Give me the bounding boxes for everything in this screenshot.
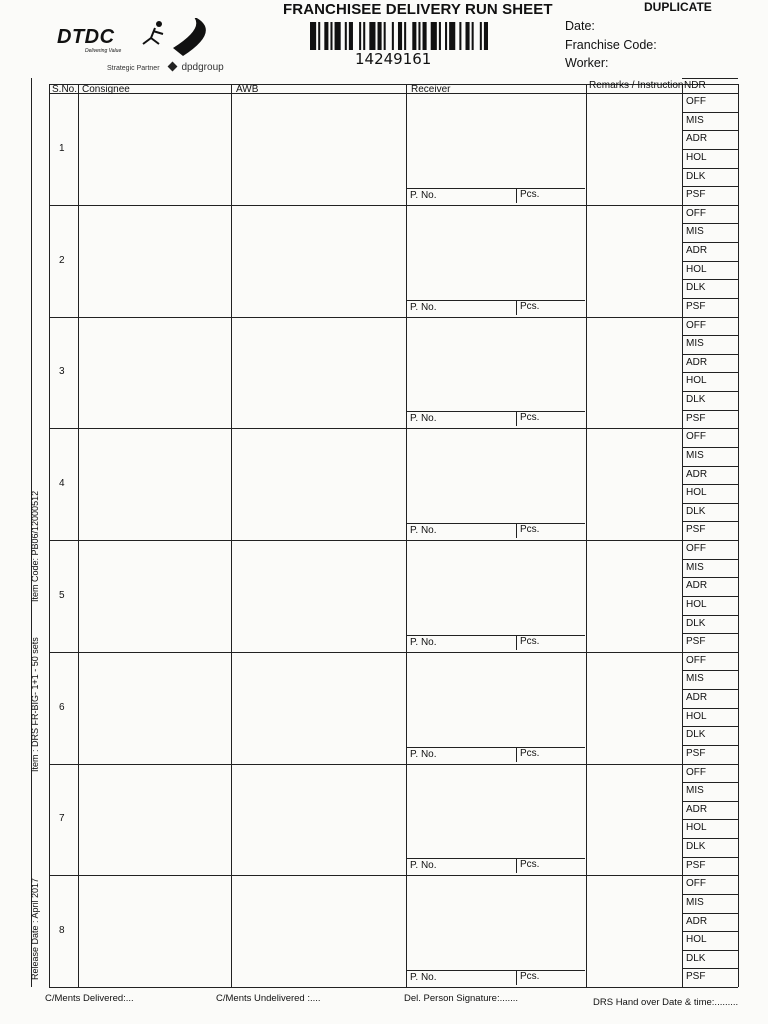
pcs-label: Pcs. [520,300,540,312]
pcs-label: Pcs. [520,412,540,424]
barcode-bar [335,22,341,50]
barcode [310,22,488,52]
ndr-code-psf: PSF [686,971,706,983]
barcode-bar [484,22,488,50]
row-line [49,764,738,765]
dtdc-logo [55,18,223,58]
pcs-label: Pcs. [520,747,540,759]
pno-label: P. No. [410,636,437,648]
row-number: 3 [59,366,65,378]
ndr-cell-line [682,913,738,914]
ndr-cell-line [682,335,738,336]
ndr-cell-line [682,261,738,262]
ndr-code-psf: PSF [686,524,706,536]
ndr-code-psf: PSF [686,412,706,424]
barcode-bar [418,22,420,50]
ndr-cell-line [682,801,738,802]
ndr-cell-line [682,782,738,783]
ndr-cell-line [682,186,738,187]
barcode-bar [465,22,469,50]
ndr-cell-line [682,968,738,969]
ndr-top-line [682,78,738,79]
barcode-bar [480,22,482,50]
row-number: 4 [59,478,65,490]
pcs-divider [516,188,517,203]
row-line [49,875,738,876]
receiver-box-line [406,747,585,748]
item-text: Item : DRS FR-BIG- 1+1 - 50 sets [30,637,40,772]
barcode-bar [384,22,386,50]
logo-tagline: Delivering Value [85,48,122,54]
ndr-cell-line [682,130,738,131]
pno-label: P. No. [410,748,437,760]
column-header: Consignee [82,84,130,95]
date-label: Date: [565,19,595,33]
barcode-bar [345,22,347,50]
row-number: 7 [59,813,65,825]
receiver-box-line [406,523,585,524]
row-line [49,652,738,653]
ndr-cell-line [682,354,738,355]
barcode-bar [310,22,316,50]
ndr-cell-line [682,503,738,504]
pno-label: P. No. [410,301,437,313]
ndr-code-off: OFF [686,878,706,890]
ndr-code-hol: HOL [686,263,707,275]
ndr-cell-line [682,577,738,578]
ndr-code-off: OFF [686,654,706,666]
ndr-code-dlk: DLK [686,282,706,294]
receiver-box-line [406,188,585,189]
franchise-code-label: Franchise Code: [565,38,657,52]
ndr-code-adr: ADR [686,133,708,145]
column-header: S.No. [52,84,78,95]
barcode-bar [359,22,361,50]
ndr-code-psf: PSF [686,189,706,201]
ndr-code-adr: ADR [686,580,708,592]
ndr-code-hol: HOL [686,934,707,946]
ndr-cell-line [682,708,738,709]
barcode-bar [398,22,402,50]
column-line [49,84,50,987]
ndr-code-dlk: DLK [686,841,706,852]
barcode-bar [412,22,416,50]
column-line [406,84,407,987]
ndr-cell-line [682,168,738,169]
ndr-cell-line [682,559,738,560]
barcode-bar [449,22,455,50]
ndr-cell-line [682,112,738,113]
ndr-code-hol: HOL [686,710,707,722]
ndr-cell-line [682,223,738,224]
ndr-code-mis: MIS [686,561,704,573]
ndr-code-mis: MIS [686,338,704,350]
barcode-bar [472,22,474,50]
receiver-box-line [406,858,585,859]
copy-label: DUPLICATE [644,0,712,14]
ndr-cell-line [682,615,738,616]
pcs-divider [516,747,517,762]
row-number: 5 [59,589,65,601]
header-bottom-line [49,93,738,94]
column-line [231,84,232,987]
ndr-cell-line [682,279,738,280]
pcs-label: Pcs. [520,859,540,871]
ndr-cell-line [682,950,738,951]
barcode-bar [324,22,328,50]
ndr-code-psf: PSF [686,300,706,312]
ndr-code-hol: HOL [686,822,707,834]
partner-text: Strategic Partner [107,65,160,72]
receiver-box-line [406,411,585,412]
ndr-code-dlk: DLK [686,505,706,517]
pcs-label: Pcs. [520,524,540,535]
dpd-cube-icon [168,62,178,72]
column-line [78,84,79,987]
ndr-cell-line [682,726,738,727]
ndr-code-off: OFF [686,543,706,554]
ndr-cell-line [682,372,738,373]
ndr-code-dlk: DLK [686,952,706,964]
ndr-code-dlk: DLK [686,170,706,182]
worker-label: Worker: [565,56,609,70]
row-number: 8 [59,925,65,937]
ments-delivered: C/Ments Delivered:... [45,993,134,1004]
receiver-box-line [406,970,585,971]
barcode-bar [445,22,447,50]
ndr-code-off: OFF [686,766,706,778]
pcs-label: Pcs. [520,188,540,200]
ndr-cell-line [682,857,738,858]
handover-field: DRS Hand over Date & time:......... [593,997,739,1008]
ndr-code-dlk: DLK [686,617,706,629]
ndr-cell-line [682,745,738,746]
ndr-code-mis: MIS [686,226,704,238]
ndr-code-off: OFF [686,207,706,219]
pno-label: P. No. [410,525,437,536]
ndr-cell-line [682,410,738,411]
ndr-code-psf: PSF [686,636,706,648]
ndr-cell-line [682,689,738,690]
ndr-code-off: OFF [686,319,706,331]
ndr-code-dlk: DLK [686,729,706,741]
ndr-cell-line [682,521,738,522]
partner-brand: dpdgroup [181,62,224,73]
ndr-code-adr: ADR [686,803,708,815]
ndr-cell-line [682,894,738,895]
ndr-cell-line [682,931,738,932]
column-line [682,84,683,987]
ndr-code-hol: HOL [686,375,707,387]
ndr-code-off: OFF [686,431,706,443]
barcode-bar [330,22,332,50]
barcode-bar [378,22,382,50]
pcs-divider [516,411,517,426]
ndr-code-mis: MIS [686,114,704,126]
ndr-cell-line [682,298,738,299]
barcode-bar [318,22,320,50]
release-date-text: Release Date : April 2017 [30,877,40,980]
pcs-divider [516,523,517,538]
barcode-bar [363,22,365,50]
barcode-bar [459,22,461,50]
row-line [49,987,738,988]
pcs-divider [516,970,517,985]
barcode-bar [439,22,441,50]
row-number: 1 [59,142,65,154]
column-line [738,84,739,987]
logo-brand: DTDC [57,26,115,48]
pcs-divider [516,635,517,650]
ndr-code-adr: ADR [686,692,708,703]
barcode-bar [349,22,353,50]
ndr-cell-line [682,242,738,243]
receiver-box-line [406,300,585,301]
ndr-cell-line [682,466,738,467]
ndr-code-mis: MIS [686,449,704,461]
barcode-bar [431,22,437,50]
pno-label: P. No. [410,972,437,983]
ndr-cell-line [682,819,738,820]
ndr-code-hol: HOL [686,487,707,499]
ments-undelivered: C/Ments Undelivered :.... [216,993,321,1004]
column-header: AWB [236,84,259,95]
ndr-code-psf: PSF [686,747,706,759]
ndr-cell-line [682,596,738,597]
barcode-bar [369,22,375,50]
ndr-cell-line [682,670,738,671]
ndr-cell-line [682,149,738,150]
ndr-code-adr: ADR [686,245,708,256]
pcs-divider [516,300,517,315]
ndr-cell-line [682,447,738,448]
row-line [49,317,738,318]
barcode-bar [423,22,427,50]
ndr-code-adr: ADR [686,915,708,927]
ndr-cell-line [682,484,738,485]
signature-field: Del. Person Signature:....... [404,993,519,1004]
ndr-code-off: OFF [686,96,706,107]
item-code-text: Item Code: PB06/12000512 [30,490,40,602]
row-line [49,540,738,541]
ndr-code-mis: MIS [686,785,704,797]
receiver-box-line [406,635,585,636]
column-header: Receiver [411,84,451,95]
barcode-bar [392,22,394,50]
pno-label: P. No. [410,189,437,201]
ndr-code-adr: ADR [686,356,708,368]
row-line [49,205,738,206]
ndr-code-psf: PSF [686,859,706,871]
row-number: 6 [59,701,65,713]
ndr-code-hol: HOL [686,151,707,163]
column-line [586,84,587,987]
pcs-label: Pcs. [520,971,540,982]
column-header: Remarks / Instruction [589,80,684,91]
ndr-code-adr: ADR [686,468,708,480]
row-line [49,428,738,429]
page-title: FRANCHISEE DELIVERY RUN SHEET [283,1,553,18]
pno-label: P. No. [410,860,437,872]
pcs-label: Pcs. [520,635,540,647]
ndr-code-hol: HOL [686,598,707,610]
pno-label: P. No. [410,413,437,425]
partner-line [107,62,224,73]
ndr-cell-line [682,838,738,839]
ndr-code-mis: MIS [686,673,704,685]
ndr-cell-line [682,633,738,634]
ndr-code-dlk: DLK [686,394,706,405]
barcode-number: 14249161 [355,50,432,68]
ndr-code-mis: MIS [686,896,704,908]
barcode-bar [404,22,406,50]
ndr-cell-line [682,391,738,392]
pcs-divider [516,858,517,873]
column-header: NDR [684,80,706,91]
row-number: 2 [59,254,65,266]
